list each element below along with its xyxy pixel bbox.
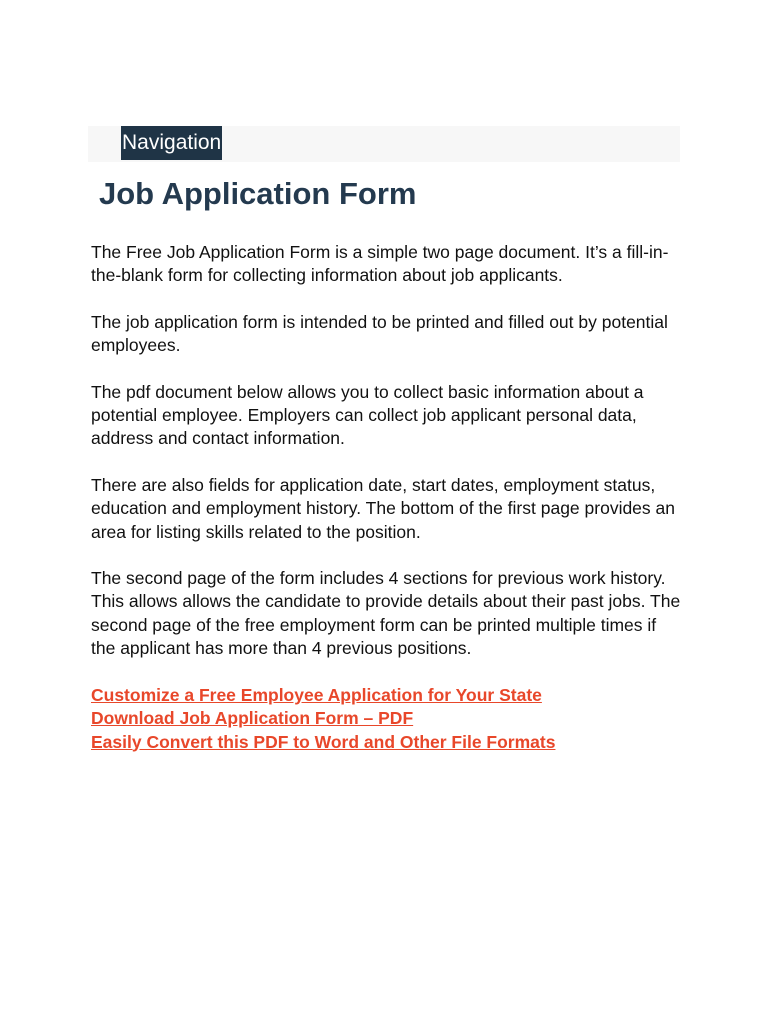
- second-page-paragraph: The second page of the form includes 4 sections for previous work history. This allows allows the candidate to provide details about their past jobs. The second page of the free employment form can be printed multiple times if the applicant has more than 4 previous positions.: [91, 568, 681, 659]
- convert-pdf-link[interactable]: Easily Convert this PDF to Word and Other File Formats: [91, 731, 556, 752]
- usage-paragraph: The job application form is intended to be printed and filled out by potential employees.: [91, 311, 668, 356]
- navigation-toggle[interactable]: Navigation: [121, 126, 222, 160]
- download-pdf-link[interactable]: Download Job Application Form – PDF: [91, 708, 414, 729]
- customize-application-link[interactable]: Customize a Free Employee Application for Your State: [91, 684, 542, 705]
- page-title: Job Application Form: [99, 176, 417, 211]
- article-body: [91, 241, 681, 754]
- intro-paragraph: The Free Job Application Form is a simple two page document. It’s a fill-in-the-blank form for collecting information about job applicants.: [91, 242, 669, 286]
- fields-paragraph: There are also fields for application date, start dates, employment status, education and employment history. The bottom of the first page provides an area for listing skills related to the position.: [91, 474, 675, 542]
- pdf-info-paragraph: The pdf document below allows you to collect basic information about a potential employee. Employers can collect job applicant personal data, address and contact information.: [91, 381, 644, 449]
- link-list: [91, 684, 681, 754]
